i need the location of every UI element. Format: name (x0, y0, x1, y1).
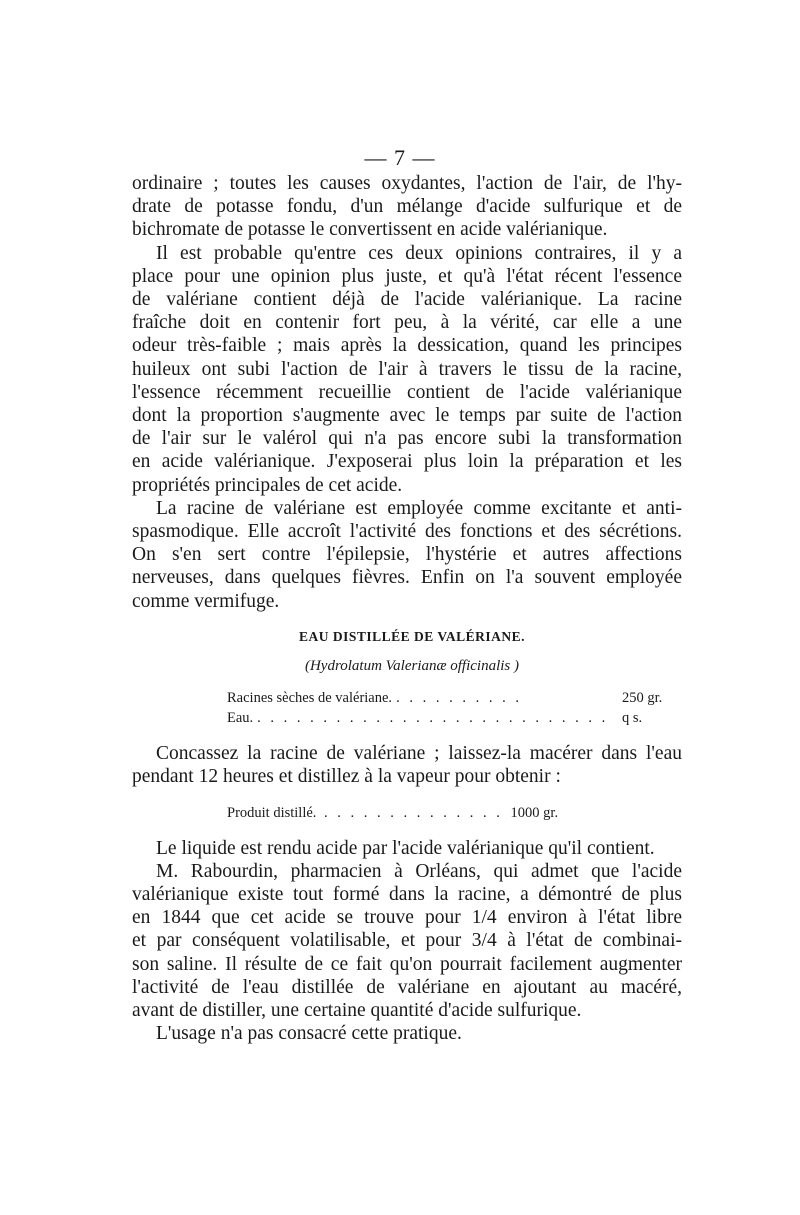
text-line: de valériane contient déjà de l'acide valérianique. La racine (132, 289, 682, 311)
leader-dots: . . . . . . . . . . (396, 690, 522, 707)
text-line: spasmodique. Elle accroît l'activité des fonctions et des sécrétions. (132, 521, 682, 543)
text-line: l'activité de l'eau distillée de valériane en ajoutant au macéré, (132, 976, 682, 998)
text-line: odeur très-faible ; mais après la dessication, quand les principes (132, 335, 682, 357)
text-line: dont la proportion s'augmente avec le temps par suite de l'action (132, 405, 682, 427)
text-line: Il est probable qu'entre ces deux opinions contraires, il y a (156, 242, 682, 264)
ingredient-name: Eau. (227, 710, 254, 727)
text-line: comme vermifuge. (132, 590, 280, 612)
text-line: son saline. Il résulte de ce fait qu'on pourrait facilement augmenter (132, 953, 682, 975)
recipe-row (227, 708, 682, 728)
text-line: Le liquide est rendu acide par l'acide valérianique qu'il contient. (156, 837, 655, 859)
text-line: de l'air sur le valérol qui n'a pas encore subi la transformation (132, 428, 682, 450)
leader-dots: . . . . . . . . . . . . . . (324, 804, 503, 821)
text-line: L'usage n'a pas consacré cette pratique. (156, 1023, 462, 1045)
text-line: On s'en sert contre l'épilepsie, l'hystérie et autres affections (132, 544, 682, 566)
ingredient-quantity: q s. (622, 710, 643, 727)
text-line: drate de potasse fondu, d'un mélange d'acide sulfurique et de (132, 196, 682, 218)
text-line: La racine de valériane est employée comme excitante et anti- (156, 497, 682, 519)
text-line: place pour une opinion plus juste, et qu'à l'état récent l'essence (132, 265, 682, 287)
text-line: propriétés principales de cet acide. (132, 474, 403, 496)
text-line: en 1844 que cet acide se trouve pour 1/4 environ à l'état libre (132, 907, 682, 929)
text-line: bichromate de potasse le convertissent en acide valérianique. (132, 219, 608, 241)
text-line: pendant 12 heures et distillez à la vapeur pour obtenir : (132, 766, 561, 788)
product-name: Produit distillé. (227, 804, 317, 821)
text-line: l'essence récemment recueillie contient de l'acide valérianique (132, 381, 682, 403)
text-line: M. Rabourdin, pharmacien à Orléans, qui admet que l'acide (156, 860, 682, 882)
text-line: Concassez la racine de valériane ; laissez-la macérer dans l'eau (156, 743, 682, 765)
text-line: nerveuses, dans quelques fièvres. Enfin on l'a souvent employée (132, 567, 682, 589)
leader-dots: . . . . . . . . . . . . . . . . . . . . . . . . . . . (257, 710, 609, 727)
text-line: ordinaire ; toutes les causes oxydantes, l'action de l'air, de l'hy- (132, 173, 682, 194)
product-row (227, 803, 587, 823)
spacer (132, 728, 682, 742)
page-number: — 7 — (364, 145, 436, 170)
ingredient-name: Racines sèches de valériane. (227, 690, 393, 707)
text-line: et par conséquent volatilisable, et pour 3/4 à l'état de combinai- (132, 930, 682, 952)
text-line: avant de distiller, une certaine quantité d'acide sulfurique. (132, 1000, 582, 1022)
section-title: EAU DISTILLÉE DE VALÉRIANE. (298, 628, 526, 644)
body-text (132, 172, 682, 1046)
product-quantity: 1000 gr. (510, 804, 559, 821)
text-line: valérianique existe tout formé dans la racine, a démontré de plus (132, 884, 682, 906)
section-subtitle: (Hydrolatum Valerianæ officinalis ) (304, 658, 519, 675)
recipe-list (227, 688, 682, 728)
text-line: en acide valérianique. J'exposerai plus loin la préparation et les (132, 451, 682, 473)
ingredient-quantity: 250 gr. (622, 690, 663, 707)
text-line: fraîche doit en contenir fort peu, à la vérité, car elle a une (132, 312, 682, 334)
text-line: huileux ont subi l'action de l'air à travers le tissu de la racine, (132, 358, 682, 380)
recipe-row (227, 688, 682, 708)
